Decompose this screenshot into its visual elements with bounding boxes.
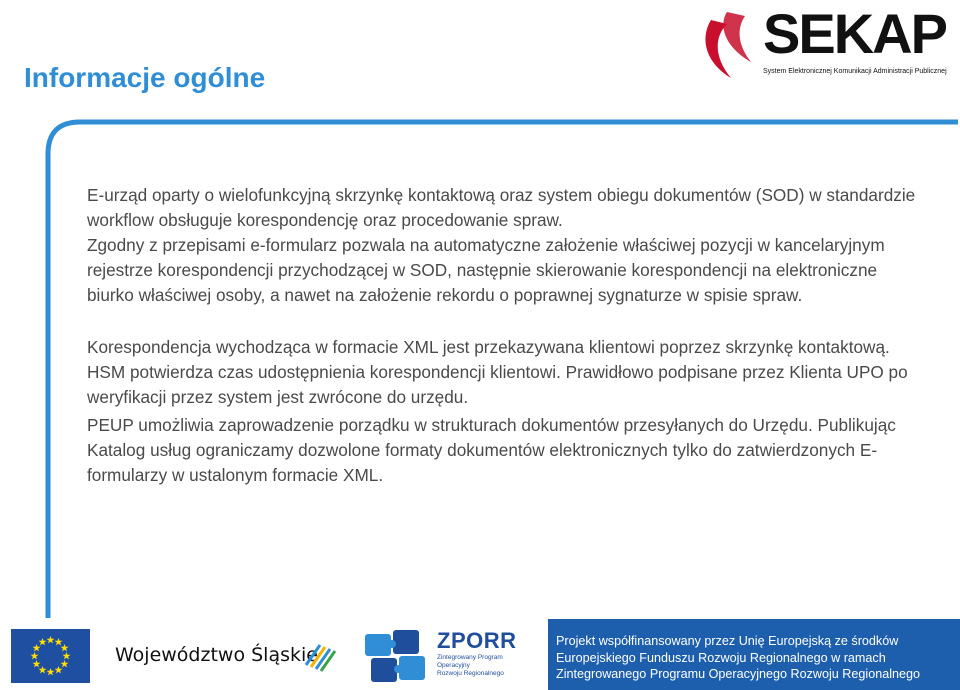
paragraph-sekap-overview: E-urząd oparty o wielofunkcyjną skrzynkę kontaktową oraz system obiegu dokumentów (SOD) w standardzie workflow obsługuje korespondencję oraz procedowanie spraw. (87, 185, 916, 230)
paragraph-outgoing: Korespondencja wychodząca w formacie XML jest przekazywana klientowi poprzez skrzynkę kontaktową. HSM potwierdza czas udostępnienia korespondencji klientowi. Prawidłowo podpisane przez Klienta UPO po weryfikacji przez system jest zwrócone do urzędu. (87, 337, 908, 407)
zporr-subtitle-line: Operacyjny (437, 661, 470, 669)
region-logo-text: Województwo Śląskie (115, 644, 318, 666)
eu-funding-line: Zintegrowanego Programu Operacyjnego Rozwoju Regionalnego (556, 667, 921, 681)
content-body (87, 183, 927, 488)
zporr-subtitle-line: Zintegrowany Program (437, 654, 503, 661)
eu-flag-icon (11, 629, 90, 683)
zporr-puzzle-icon (363, 628, 429, 686)
eu-funding-banner (548, 619, 960, 690)
eu-funding-text (556, 633, 920, 683)
sekap-subtitle: System Elektronicznej Komunikacji Administracji Publicznej (763, 68, 947, 75)
sekap-wordmark: SEKAP (763, 2, 946, 65)
page-title: Informacje ogólne (24, 62, 266, 93)
eu-funding-line: Projekt współfinansowany przez Unię Europejską ze środków (556, 634, 899, 648)
paragraph-peup: PEUP umożliwia zaprowadzenie porządku w strukturach dokumentów przesyłanych do Urzędu. Publikując Katalog usług ograniczamy dozwolone formaty dokumentów elektronicznych tylko do zatwierdzonych E-formularzy w ustalonym formacie XML. (87, 415, 896, 485)
zporr-subtitle-line: Rozwoju Regionalnego (437, 669, 504, 677)
region-emblem-icon (302, 639, 336, 673)
footer (0, 619, 960, 690)
paragraph-eform: Zgodny z przepisami e-formularz pozwala na automatyczne założenie właściwej pozycji w kancelaryjnym rejestrze korespondencji przychodzącej w SOD, następnie skierowanie korespondencji na elektroniczne biurko właściwej osoby, a nawet na założenie rekordu o poprawnej sygnaturze w spisie spraw. (87, 235, 885, 305)
zporr-title: ZPORR (437, 628, 517, 653)
eu-funding-line: Europejskiego Funduszu Rozwoju Regionalnego w ramach (556, 650, 886, 665)
zporr-subtitle (437, 654, 537, 677)
